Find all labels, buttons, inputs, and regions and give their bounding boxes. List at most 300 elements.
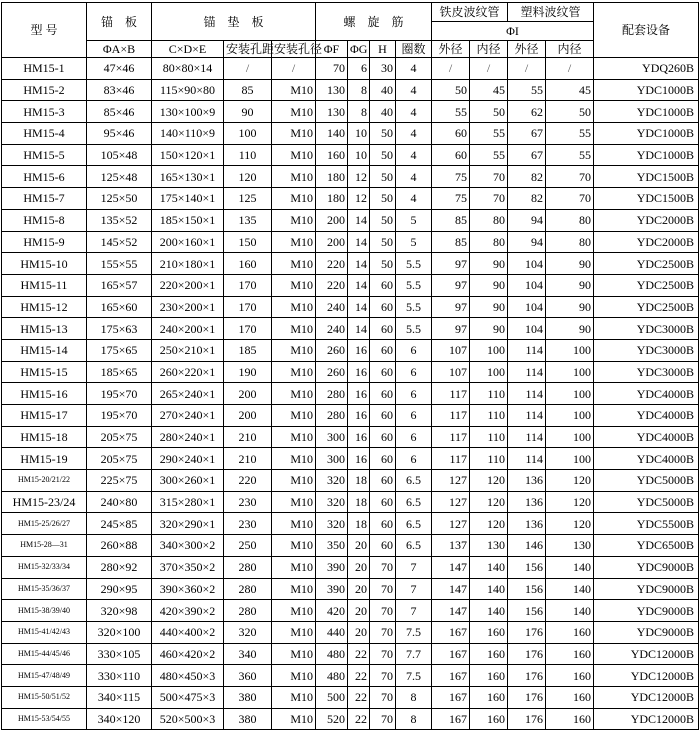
table-row <box>2 448 699 470</box>
cell-iron-inner: 160 <box>470 643 508 665</box>
cell-iron-outer: 117 <box>432 405 470 427</box>
cell-iron-outer: 97 <box>432 296 470 318</box>
cell-iron-outer: 97 <box>432 253 470 275</box>
cell-iron-inner: 140 <box>470 556 508 578</box>
cell-model: HM15-2 <box>2 79 87 101</box>
cell-plastic-outer: / <box>508 58 546 80</box>
cell-hole-distance: 200 <box>224 383 272 405</box>
table-row <box>2 708 699 730</box>
cell-hole-diameter: M10 <box>272 79 316 101</box>
header-phi-i: ΦI <box>432 22 594 41</box>
cell-plastic-outer: 62 <box>508 101 546 123</box>
cell-anchor-plate: 47×46 <box>87 58 152 80</box>
cell-hole-distance: 125 <box>224 188 272 210</box>
cell-h: 60 <box>370 470 396 492</box>
cell-phi-f: 200 <box>316 231 348 253</box>
cell-h: 50 <box>370 188 396 210</box>
cell-iron-inner: 160 <box>470 708 508 730</box>
cell-hole-distance: 170 <box>224 274 272 296</box>
cell-hole-distance: 340 <box>224 643 272 665</box>
cell-phi-g: 22 <box>348 665 370 687</box>
cell-turns: 7.5 <box>396 665 432 687</box>
cell-plastic-outer: 136 <box>508 513 546 535</box>
cell-equipment: YDC5000B <box>594 491 699 513</box>
cell-iron-outer: 50 <box>432 79 470 101</box>
cell-iron-outer: 167 <box>432 686 470 708</box>
cell-plastic-inner: 55 <box>546 123 594 145</box>
cell-iron-inner: 50 <box>470 101 508 123</box>
cell-phi-g: 12 <box>348 188 370 210</box>
cell-h: 60 <box>370 491 396 513</box>
cell-iron-inner: 80 <box>470 209 508 231</box>
cell-model: HM15-32/33/34 <box>2 556 87 578</box>
cell-h: 70 <box>370 643 396 665</box>
cell-hole-diameter: M10 <box>272 209 316 231</box>
cell-h: 60 <box>370 318 396 340</box>
cell-phi-f: 300 <box>316 426 348 448</box>
cell-anchor-pad-size: 240×200×1 <box>152 318 224 340</box>
table-row <box>2 101 699 123</box>
cell-iron-inner: 100 <box>470 339 508 361</box>
table-row <box>2 274 699 296</box>
table-row <box>2 426 699 448</box>
cell-iron-outer: 127 <box>432 513 470 535</box>
cell-h: 40 <box>370 101 396 123</box>
table-row <box>2 253 699 275</box>
cell-turns: 4 <box>396 101 432 123</box>
cell-turns: 6 <box>396 361 432 383</box>
cell-model: HM15-25/26/27 <box>2 513 87 535</box>
cell-phi-g: 10 <box>348 144 370 166</box>
cell-iron-inner: 160 <box>470 665 508 687</box>
cell-anchor-pad-size: 420×390×2 <box>152 600 224 622</box>
cell-equipment: YDC3000B <box>594 361 699 383</box>
cell-hole-distance: 230 <box>224 491 272 513</box>
header-anchor-pad: 锚 垫 板 <box>152 3 316 41</box>
cell-plastic-inner: 120 <box>546 470 594 492</box>
cell-anchor-plate: 340×120 <box>87 708 152 730</box>
table-row <box>2 535 699 557</box>
cell-phi-f: 390 <box>316 556 348 578</box>
cell-h: 60 <box>370 296 396 318</box>
table-row <box>2 578 699 600</box>
cell-plastic-outer: 136 <box>508 470 546 492</box>
cell-equipment: YDC12000B <box>594 708 699 730</box>
cell-anchor-pad-size: 80×80×14 <box>152 58 224 80</box>
cell-hole-distance: 210 <box>224 448 272 470</box>
cell-phi-f: 240 <box>316 318 348 340</box>
cell-anchor-plate: 125×50 <box>87 188 152 210</box>
table-row <box>2 318 699 340</box>
cell-hole-diameter: M10 <box>272 621 316 643</box>
cell-phi-f: 180 <box>316 166 348 188</box>
cell-equipment: YDC1000B <box>594 101 699 123</box>
cell-iron-outer: 97 <box>432 274 470 296</box>
cell-anchor-plate: 205×75 <box>87 448 152 470</box>
cell-anchor-pad-size: 230×200×1 <box>152 296 224 318</box>
cell-hole-distance: 120 <box>224 166 272 188</box>
cell-anchor-pad-size: 115×90×80 <box>152 79 224 101</box>
cell-h: 50 <box>370 253 396 275</box>
cell-hole-diameter: M10 <box>272 448 316 470</box>
cell-equipment: YDC2000B <box>594 231 699 253</box>
cell-plastic-outer: 176 <box>508 621 546 643</box>
cell-plastic-outer: 55 <box>508 79 546 101</box>
cell-anchor-pad-size: 460×420×2 <box>152 643 224 665</box>
cell-plastic-inner: 140 <box>546 578 594 600</box>
cell-phi-g: 12 <box>348 166 370 188</box>
cell-turns: 7 <box>396 556 432 578</box>
cell-iron-outer: 85 <box>432 231 470 253</box>
cell-phi-f: 320 <box>316 470 348 492</box>
cell-anchor-pad-size: 150×120×1 <box>152 144 224 166</box>
cell-h: 70 <box>370 556 396 578</box>
cell-hole-diameter: M10 <box>272 426 316 448</box>
cell-anchor-pad-size: 280×240×1 <box>152 426 224 448</box>
cell-phi-g: 16 <box>348 383 370 405</box>
table-row <box>2 361 699 383</box>
cell-hole-diameter: / <box>272 58 316 80</box>
cell-phi-f: 350 <box>316 535 348 557</box>
cell-plastic-inner: 130 <box>546 535 594 557</box>
cell-phi-g: 22 <box>348 708 370 730</box>
cell-turns: 5.5 <box>396 253 432 275</box>
cell-h: 60 <box>370 535 396 557</box>
cell-iron-inner: 120 <box>470 491 508 513</box>
cell-hole-distance: 170 <box>224 318 272 340</box>
cell-model: HM15-41/42/43 <box>2 621 87 643</box>
cell-plastic-inner: 70 <box>546 166 594 188</box>
cell-hole-diameter: M10 <box>272 383 316 405</box>
table-header <box>2 3 699 58</box>
cell-equipment: YDC1000B <box>594 79 699 101</box>
cell-turns: 5 <box>396 231 432 253</box>
cell-turns: 6 <box>396 426 432 448</box>
cell-anchor-plate: 320×98 <box>87 600 152 622</box>
cell-equipment: YDC4000B <box>594 426 699 448</box>
cell-hole-distance: 150 <box>224 231 272 253</box>
table-row <box>2 686 699 708</box>
cell-plastic-inner: 160 <box>546 708 594 730</box>
cell-anchor-plate: 175×65 <box>87 339 152 361</box>
cell-hole-distance: 380 <box>224 686 272 708</box>
cell-equipment: YDC12000B <box>594 643 699 665</box>
cell-iron-inner: 140 <box>470 578 508 600</box>
cell-anchor-pad-size: 165×130×1 <box>152 166 224 188</box>
table-row <box>2 209 699 231</box>
cell-hole-diameter: M10 <box>272 296 316 318</box>
cell-plastic-outer: 176 <box>508 643 546 665</box>
cell-turns: 7.5 <box>396 621 432 643</box>
cell-anchor-pad-size: 130×100×9 <box>152 101 224 123</box>
cell-equipment: YDC1000B <box>594 123 699 145</box>
cell-iron-inner: 55 <box>470 144 508 166</box>
table-row <box>2 470 699 492</box>
cell-iron-outer: 107 <box>432 339 470 361</box>
cell-anchor-plate: 105×48 <box>87 144 152 166</box>
cell-plastic-outer: 94 <box>508 209 546 231</box>
cell-model: HM15-18 <box>2 426 87 448</box>
cell-equipment: YDC6500B <box>594 535 699 557</box>
cell-anchor-plate: 330×110 <box>87 665 152 687</box>
cell-iron-outer: / <box>432 58 470 80</box>
cell-anchor-pad-size: 140×110×9 <box>152 123 224 145</box>
cell-turns: 5 <box>396 209 432 231</box>
cell-plastic-outer: 114 <box>508 339 546 361</box>
cell-phi-g: 14 <box>348 253 370 275</box>
cell-plastic-outer: 104 <box>508 253 546 275</box>
cell-h: 60 <box>370 339 396 361</box>
header-hole-diameter: 安装孔径 <box>272 41 316 58</box>
cell-hole-distance: 280 <box>224 578 272 600</box>
cell-phi-f: 480 <box>316 643 348 665</box>
cell-plastic-outer: 82 <box>508 166 546 188</box>
cell-plastic-inner: 120 <box>546 513 594 535</box>
table-row <box>2 556 699 578</box>
cell-phi-g: 10 <box>348 123 370 145</box>
cell-plastic-inner: 160 <box>546 686 594 708</box>
cell-iron-outer: 137 <box>432 535 470 557</box>
cell-model: HM15-17 <box>2 405 87 427</box>
table-row <box>2 79 699 101</box>
cell-anchor-plate: 205×75 <box>87 426 152 448</box>
cell-equipment: YDC4000B <box>594 405 699 427</box>
table-row <box>2 339 699 361</box>
cell-h: 50 <box>370 209 396 231</box>
cell-plastic-outer: 94 <box>508 231 546 253</box>
cell-model: HM15-44/45/46 <box>2 643 87 665</box>
cell-plastic-outer: 114 <box>508 448 546 470</box>
cell-iron-inner: 55 <box>470 123 508 145</box>
cell-plastic-outer: 146 <box>508 535 546 557</box>
cell-phi-g: 8 <box>348 101 370 123</box>
cell-anchor-plate: 85×46 <box>87 101 152 123</box>
cell-plastic-inner: 80 <box>546 231 594 253</box>
cell-h: 70 <box>370 600 396 622</box>
cell-model: HM15-14 <box>2 339 87 361</box>
cell-anchor-plate: 195×70 <box>87 383 152 405</box>
cell-anchor-plate: 145×52 <box>87 231 152 253</box>
cell-phi-g: 6 <box>348 58 370 80</box>
cell-hole-distance: 320 <box>224 621 272 643</box>
cell-model: HM15-13 <box>2 318 87 340</box>
cell-anchor-plate: 95×46 <box>87 123 152 145</box>
cell-anchor-pad-size: 290×240×1 <box>152 448 224 470</box>
cell-iron-inner: 70 <box>470 166 508 188</box>
cell-phi-g: 20 <box>348 535 370 557</box>
cell-turns: 4 <box>396 188 432 210</box>
cell-hole-distance: 380 <box>224 708 272 730</box>
cell-phi-g: 8 <box>348 79 370 101</box>
cell-plastic-inner: 50 <box>546 101 594 123</box>
cell-h: 40 <box>370 79 396 101</box>
cell-plastic-inner: 55 <box>546 144 594 166</box>
cell-equipment: YDC2500B <box>594 296 699 318</box>
cell-equipment: YDC5500B <box>594 513 699 535</box>
cell-h: 70 <box>370 686 396 708</box>
cell-phi-g: 14 <box>348 274 370 296</box>
cell-iron-outer: 167 <box>432 665 470 687</box>
cell-phi-g: 20 <box>348 556 370 578</box>
cell-anchor-plate: 245×85 <box>87 513 152 535</box>
cell-plastic-outer: 114 <box>508 405 546 427</box>
cell-h: 70 <box>370 665 396 687</box>
cell-iron-inner: 90 <box>470 296 508 318</box>
cell-anchor-pad-size: 340×300×2 <box>152 535 224 557</box>
cell-turns: 4 <box>396 58 432 80</box>
cell-hole-diameter: M10 <box>272 470 316 492</box>
cell-iron-outer: 75 <box>432 188 470 210</box>
cell-plastic-inner: 100 <box>546 339 594 361</box>
cell-iron-outer: 60 <box>432 123 470 145</box>
cell-iron-outer: 167 <box>432 621 470 643</box>
cell-equipment: YDC2500B <box>594 274 699 296</box>
cell-anchor-plate: 340×115 <box>87 686 152 708</box>
cell-iron-outer: 147 <box>432 556 470 578</box>
table-row <box>2 491 699 513</box>
cell-anchor-pad-size: 480×450×3 <box>152 665 224 687</box>
cell-equipment: YDC2500B <box>594 253 699 275</box>
cell-hole-distance: 85 <box>224 79 272 101</box>
cell-hole-distance: 190 <box>224 361 272 383</box>
cell-turns: 6.5 <box>396 513 432 535</box>
cell-anchor-pad-size: 175×140×1 <box>152 188 224 210</box>
cell-model: HM15-11 <box>2 274 87 296</box>
cell-plastic-outer: 104 <box>508 318 546 340</box>
cell-plastic-outer: 156 <box>508 578 546 600</box>
cell-iron-inner: 90 <box>470 253 508 275</box>
cell-iron-inner: 140 <box>470 600 508 622</box>
cell-hole-distance: 210 <box>224 426 272 448</box>
cell-phi-f: 320 <box>316 491 348 513</box>
cell-anchor-plate: 280×92 <box>87 556 152 578</box>
cell-anchor-plate: 125×48 <box>87 166 152 188</box>
cell-iron-inner: 110 <box>470 426 508 448</box>
cell-hole-diameter: M10 <box>272 643 316 665</box>
table-row <box>2 166 699 188</box>
cell-model: HM15-7 <box>2 188 87 210</box>
cell-anchor-pad-size: 185×150×1 <box>152 209 224 231</box>
cell-hole-distance: 360 <box>224 665 272 687</box>
cell-anchor-plate: 260×88 <box>87 535 152 557</box>
header-hole-distance: 安装孔距 <box>224 41 272 58</box>
cell-anchor-pad-size: 320×290×1 <box>152 513 224 535</box>
cell-plastic-inner: 100 <box>546 361 594 383</box>
cell-iron-inner: 100 <box>470 361 508 383</box>
cell-phi-g: 16 <box>348 405 370 427</box>
table-row <box>2 665 699 687</box>
cell-anchor-pad-size: 390×360×2 <box>152 578 224 600</box>
cell-h: 60 <box>370 361 396 383</box>
cell-plastic-outer: 114 <box>508 361 546 383</box>
cell-plastic-outer: 67 <box>508 144 546 166</box>
cell-iron-outer: 127 <box>432 491 470 513</box>
cell-turns: 4 <box>396 166 432 188</box>
cell-phi-f: 260 <box>316 361 348 383</box>
cell-turns: 4 <box>396 79 432 101</box>
cell-hole-distance: 185 <box>224 339 272 361</box>
cell-hole-distance: / <box>224 58 272 80</box>
cell-h: 50 <box>370 166 396 188</box>
cell-turns: 6 <box>396 383 432 405</box>
cell-hole-distance: 200 <box>224 405 272 427</box>
cell-anchor-pad-size: 210×180×1 <box>152 253 224 275</box>
header-phi-g: ΦG <box>348 41 370 58</box>
cell-anchor-plate: 165×57 <box>87 274 152 296</box>
header-iron-duct: 铁皮波纹管 <box>432 3 508 22</box>
cell-hole-diameter: M10 <box>272 513 316 535</box>
table-row <box>2 513 699 535</box>
cell-h: 60 <box>370 448 396 470</box>
header-h: H <box>370 41 396 58</box>
cell-iron-inner: 70 <box>470 188 508 210</box>
cell-plastic-inner: 100 <box>546 448 594 470</box>
cell-phi-f: 220 <box>316 253 348 275</box>
cell-iron-inner: 45 <box>470 79 508 101</box>
cell-model: HM15-1 <box>2 58 87 80</box>
cell-plastic-outer: 136 <box>508 491 546 513</box>
cell-anchor-plate: 290×95 <box>87 578 152 600</box>
cell-phi-f: 520 <box>316 708 348 730</box>
cell-hole-diameter: M10 <box>272 166 316 188</box>
cell-anchor-plate: 330×105 <box>87 643 152 665</box>
cell-plastic-inner: 140 <box>546 600 594 622</box>
header-plastic-duct: 塑料波纹管 <box>508 3 594 22</box>
cell-phi-f: 220 <box>316 274 348 296</box>
cell-model: HM15-38/39/40 <box>2 600 87 622</box>
cell-anchor-plate: 175×63 <box>87 318 152 340</box>
cell-plastic-inner: 160 <box>546 621 594 643</box>
cell-h: 50 <box>370 231 396 253</box>
cell-iron-outer: 117 <box>432 383 470 405</box>
table-row <box>2 58 699 80</box>
cell-hole-diameter: M10 <box>272 708 316 730</box>
cell-phi-f: 140 <box>316 123 348 145</box>
cell-equipment: YDC2000B <box>594 209 699 231</box>
cell-equipment: YDC9000B <box>594 578 699 600</box>
cell-plastic-outer: 176 <box>508 708 546 730</box>
cell-plastic-outer: 156 <box>508 600 546 622</box>
table-row <box>2 383 699 405</box>
cell-anchor-pad-size: 200×160×1 <box>152 231 224 253</box>
cell-hole-diameter: M10 <box>272 318 316 340</box>
header-spiral: 螺 旋 筋 <box>316 3 432 41</box>
cell-hole-diameter: M10 <box>272 339 316 361</box>
header-turns: 圈数 <box>396 41 432 58</box>
cell-equipment: YDC12000B <box>594 665 699 687</box>
cell-plastic-inner: 100 <box>546 426 594 448</box>
table-row <box>2 643 699 665</box>
cell-iron-inner: / <box>470 58 508 80</box>
cell-anchor-pad-size: 520×500×3 <box>152 708 224 730</box>
cell-iron-inner: 160 <box>470 621 508 643</box>
cell-equipment: YDC3000B <box>594 318 699 340</box>
cell-phi-g: 20 <box>348 578 370 600</box>
cell-hole-diameter: M10 <box>272 123 316 145</box>
cell-iron-outer: 167 <box>432 643 470 665</box>
cell-anchor-pad-size: 260×220×1 <box>152 361 224 383</box>
cell-anchor-plate: 240×80 <box>87 491 152 513</box>
cell-iron-outer: 75 <box>432 166 470 188</box>
table-row <box>2 144 699 166</box>
cell-hole-diameter: M10 <box>272 491 316 513</box>
cell-model: HM15-20/21/22 <box>2 470 87 492</box>
cell-phi-f: 280 <box>316 383 348 405</box>
cell-equipment: YDC12000B <box>594 686 699 708</box>
cell-phi-f: 320 <box>316 513 348 535</box>
cell-plastic-inner: 140 <box>546 556 594 578</box>
cell-iron-outer: 85 <box>432 209 470 231</box>
